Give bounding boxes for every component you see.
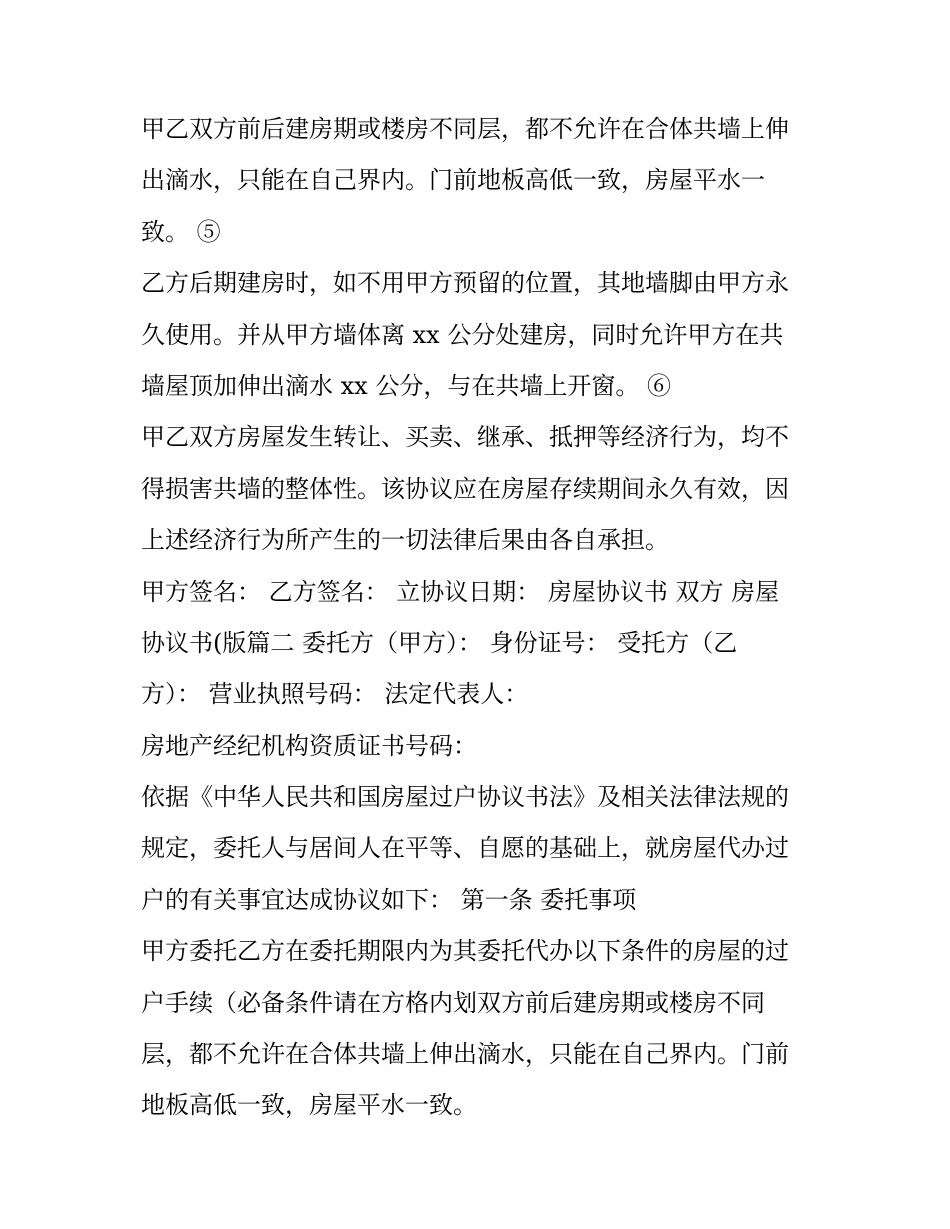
text-line: 层，都不允许在合体共墙上伸出滴水，只能在自己界内。门前 bbox=[141, 1040, 789, 1069]
text-line: 出滴水，只能在自己界内。门前地板高低一致，房屋平水一 bbox=[141, 166, 765, 195]
text-line: 方）： 营业执照号码： 法定代表人： bbox=[141, 680, 529, 709]
text-line: 户的有关事宜达成协议如下： 第一条 委托事项 bbox=[141, 885, 637, 914]
text-line: 乙方后期建房时，如不用甲方预留的位置，其地墙脚由甲方永 bbox=[141, 269, 789, 298]
text-line: 得损害共墙的整体性。该协议应在房屋存续期间永久有效，因 bbox=[141, 474, 789, 503]
text-line: 久使用。并从甲方墙体离 xx 公分处建房，同时允许甲方在共 bbox=[141, 320, 784, 349]
text-line: 户手续（必备条件请在方格内划双方前后建房期或楼房不同 bbox=[141, 988, 765, 1017]
text-line: 房地产经纪机构资质证书号码： bbox=[141, 731, 477, 760]
text-line: 地板高低一致，房屋平水一致。 bbox=[141, 1091, 477, 1120]
text-line: 甲乙双方前后建房期或楼房不同层，都不允许在合体共墙上伸 bbox=[141, 115, 789, 143]
text-line: 甲方委托乙方在委托期限内为其委托代办以下条件的房屋的过 bbox=[141, 937, 789, 966]
document-body bbox=[141, 104, 813, 1132]
text-line: 规定，委托人与居间人在平等、自愿的基础上，就房屋代办过 bbox=[141, 834, 789, 863]
text-line: 甲乙双方房屋发生转让、买卖、继承、抵押等经济行为，均不 bbox=[141, 423, 789, 452]
text-line: 上述经济行为所产生的一切法律后果由各自承担。 bbox=[141, 526, 669, 555]
signature-line: 甲方签名： 乙方签名： 立协议日期： 房屋协议书 双方 房屋 bbox=[141, 577, 780, 606]
text-line: 依据《中华人民共和国房屋过户协议书法》及相关法律法规的 bbox=[141, 783, 789, 812]
text-line: 协议书(版篇二 委托方（甲方）： 身份证号： 受托方（乙 bbox=[141, 628, 738, 657]
text-line: 墙屋顶加伸出滴水 xx 公分，与在共墙上开窗。 ⑥ bbox=[141, 371, 671, 400]
text-line: 致。 ⑤ bbox=[141, 217, 221, 246]
